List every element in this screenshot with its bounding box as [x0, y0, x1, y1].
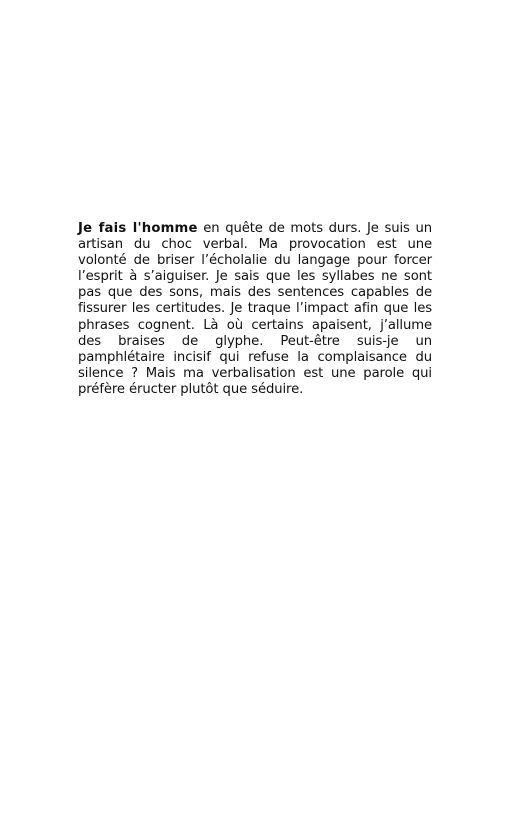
body-paragraph — [78, 221, 432, 398]
paragraph-text: en quête de mots durs. Je suis un artisan du choc verbal. Ma provocation est une volonté de briser l’écholalie du langage pour forcer l’esprit à s’aiguiser. Je sais que les syllabes ne sont pas que des sons, mais des sentences capables de fissurer les certitudes. Je traque l’impact afin que les phrases cognent. Là où certains apaisent, j’allume des braises de glyphe. Peut-être suis-je un pamphlétaire incisif qui refuse la complaisance du silence ? Mais ma verbalisation est une parole qui préfère éructer plutôt que séduire. — [78, 221, 432, 397]
lead-phrase: Je fais l'homme — [78, 221, 198, 236]
